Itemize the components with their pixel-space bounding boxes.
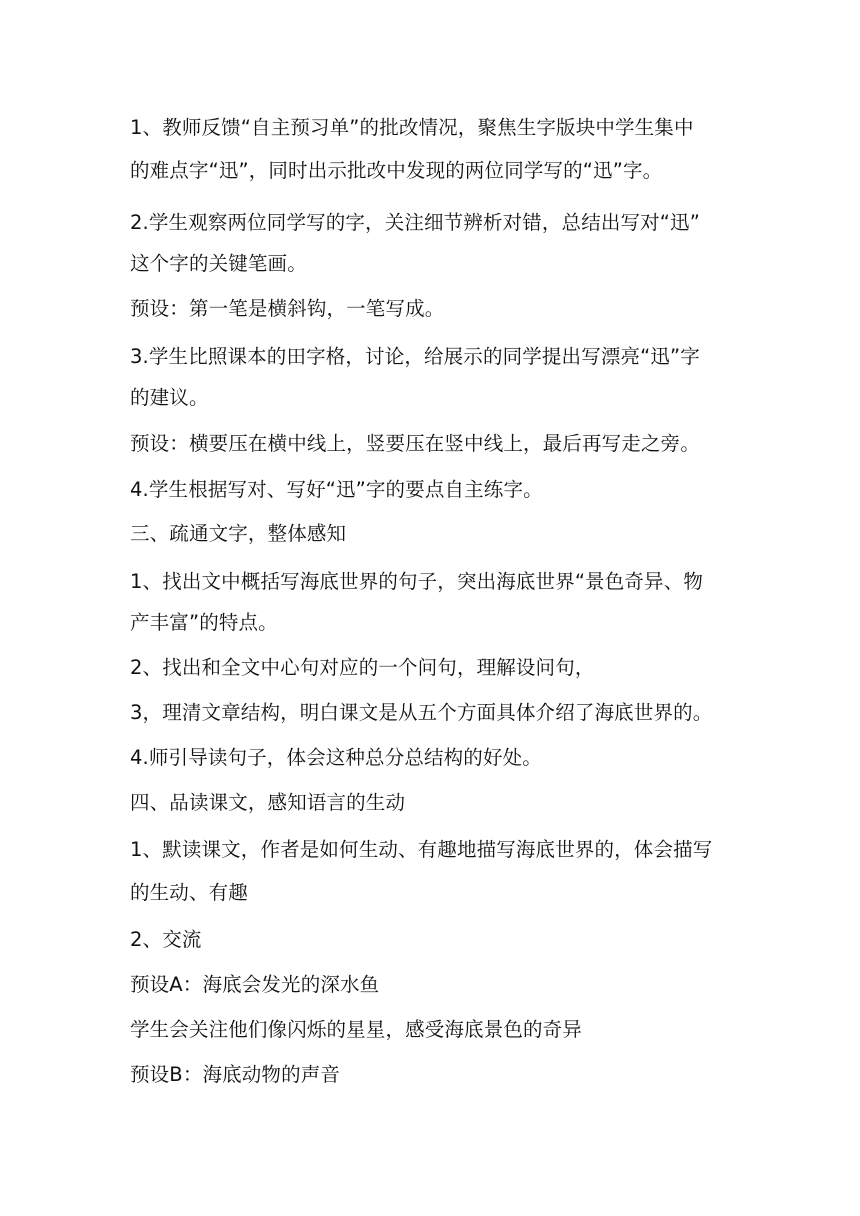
text-line: 4.师引导读句子，体会这种总分总结构的好处。 [130, 746, 542, 769]
text-line: 3，理清文章结构，明白课文是从五个方面具体介绍了海底世界的。 [130, 701, 713, 724]
section-heading: 四、品读课文，感知语言的生动 [130, 791, 406, 814]
text-line: 1、找出文中概括写海底世界的句子，突出海底世界“景色奇异、物 [130, 570, 704, 593]
text-line: 2.学生观察两位同学写的字，关注细节辨析对错，总结出写对“迅” [130, 211, 700, 234]
text-line: 的建议。 [130, 386, 209, 409]
text-line: 产丰富”的特点。 [130, 611, 278, 634]
text-line: 3.学生比照课本的田字格，讨论，给展示的同学提出写漂亮“迅”字 [130, 345, 700, 368]
text-line: 预设A：海底会发光的深水鱼 [130, 973, 380, 996]
section-heading: 三、疏通文字，整体感知 [130, 522, 347, 545]
text-line: 预设B：海底动物的声音 [130, 1063, 341, 1086]
text-line: 的难点字“迅”，同时出示批改中发现的两位同学写的“迅”字。 [130, 159, 663, 182]
text-line: 预设：第一笔是横斜钩，一笔写成。 [130, 297, 445, 320]
text-line: 预设：横要压在横中线上，竖要压在竖中线上，最后再写走之旁。 [130, 432, 700, 455]
text-line: 1、教师反馈“自主预习单”的批改情况，聚焦生字版块中学生集中 [130, 116, 694, 139]
text-line: 的生动、有趣 [130, 881, 248, 904]
text-line: 2、交流 [130, 928, 202, 951]
text-line: 这个字的关键笔画。 [130, 252, 307, 275]
text-line: 2、找出和全文中心句对应的一个问句，理解设问句， [130, 656, 595, 679]
text-line: 学生会关注他们像闪烁的星星，感受海底景色的奇异 [130, 1018, 582, 1041]
text-line: 1、默读课文，作者是如何生动、有趣地描写海底世界的，体会描写 [130, 838, 713, 861]
text-line: 4.学生根据写对、写好“迅”字的要点自主练字。 [130, 478, 543, 501]
